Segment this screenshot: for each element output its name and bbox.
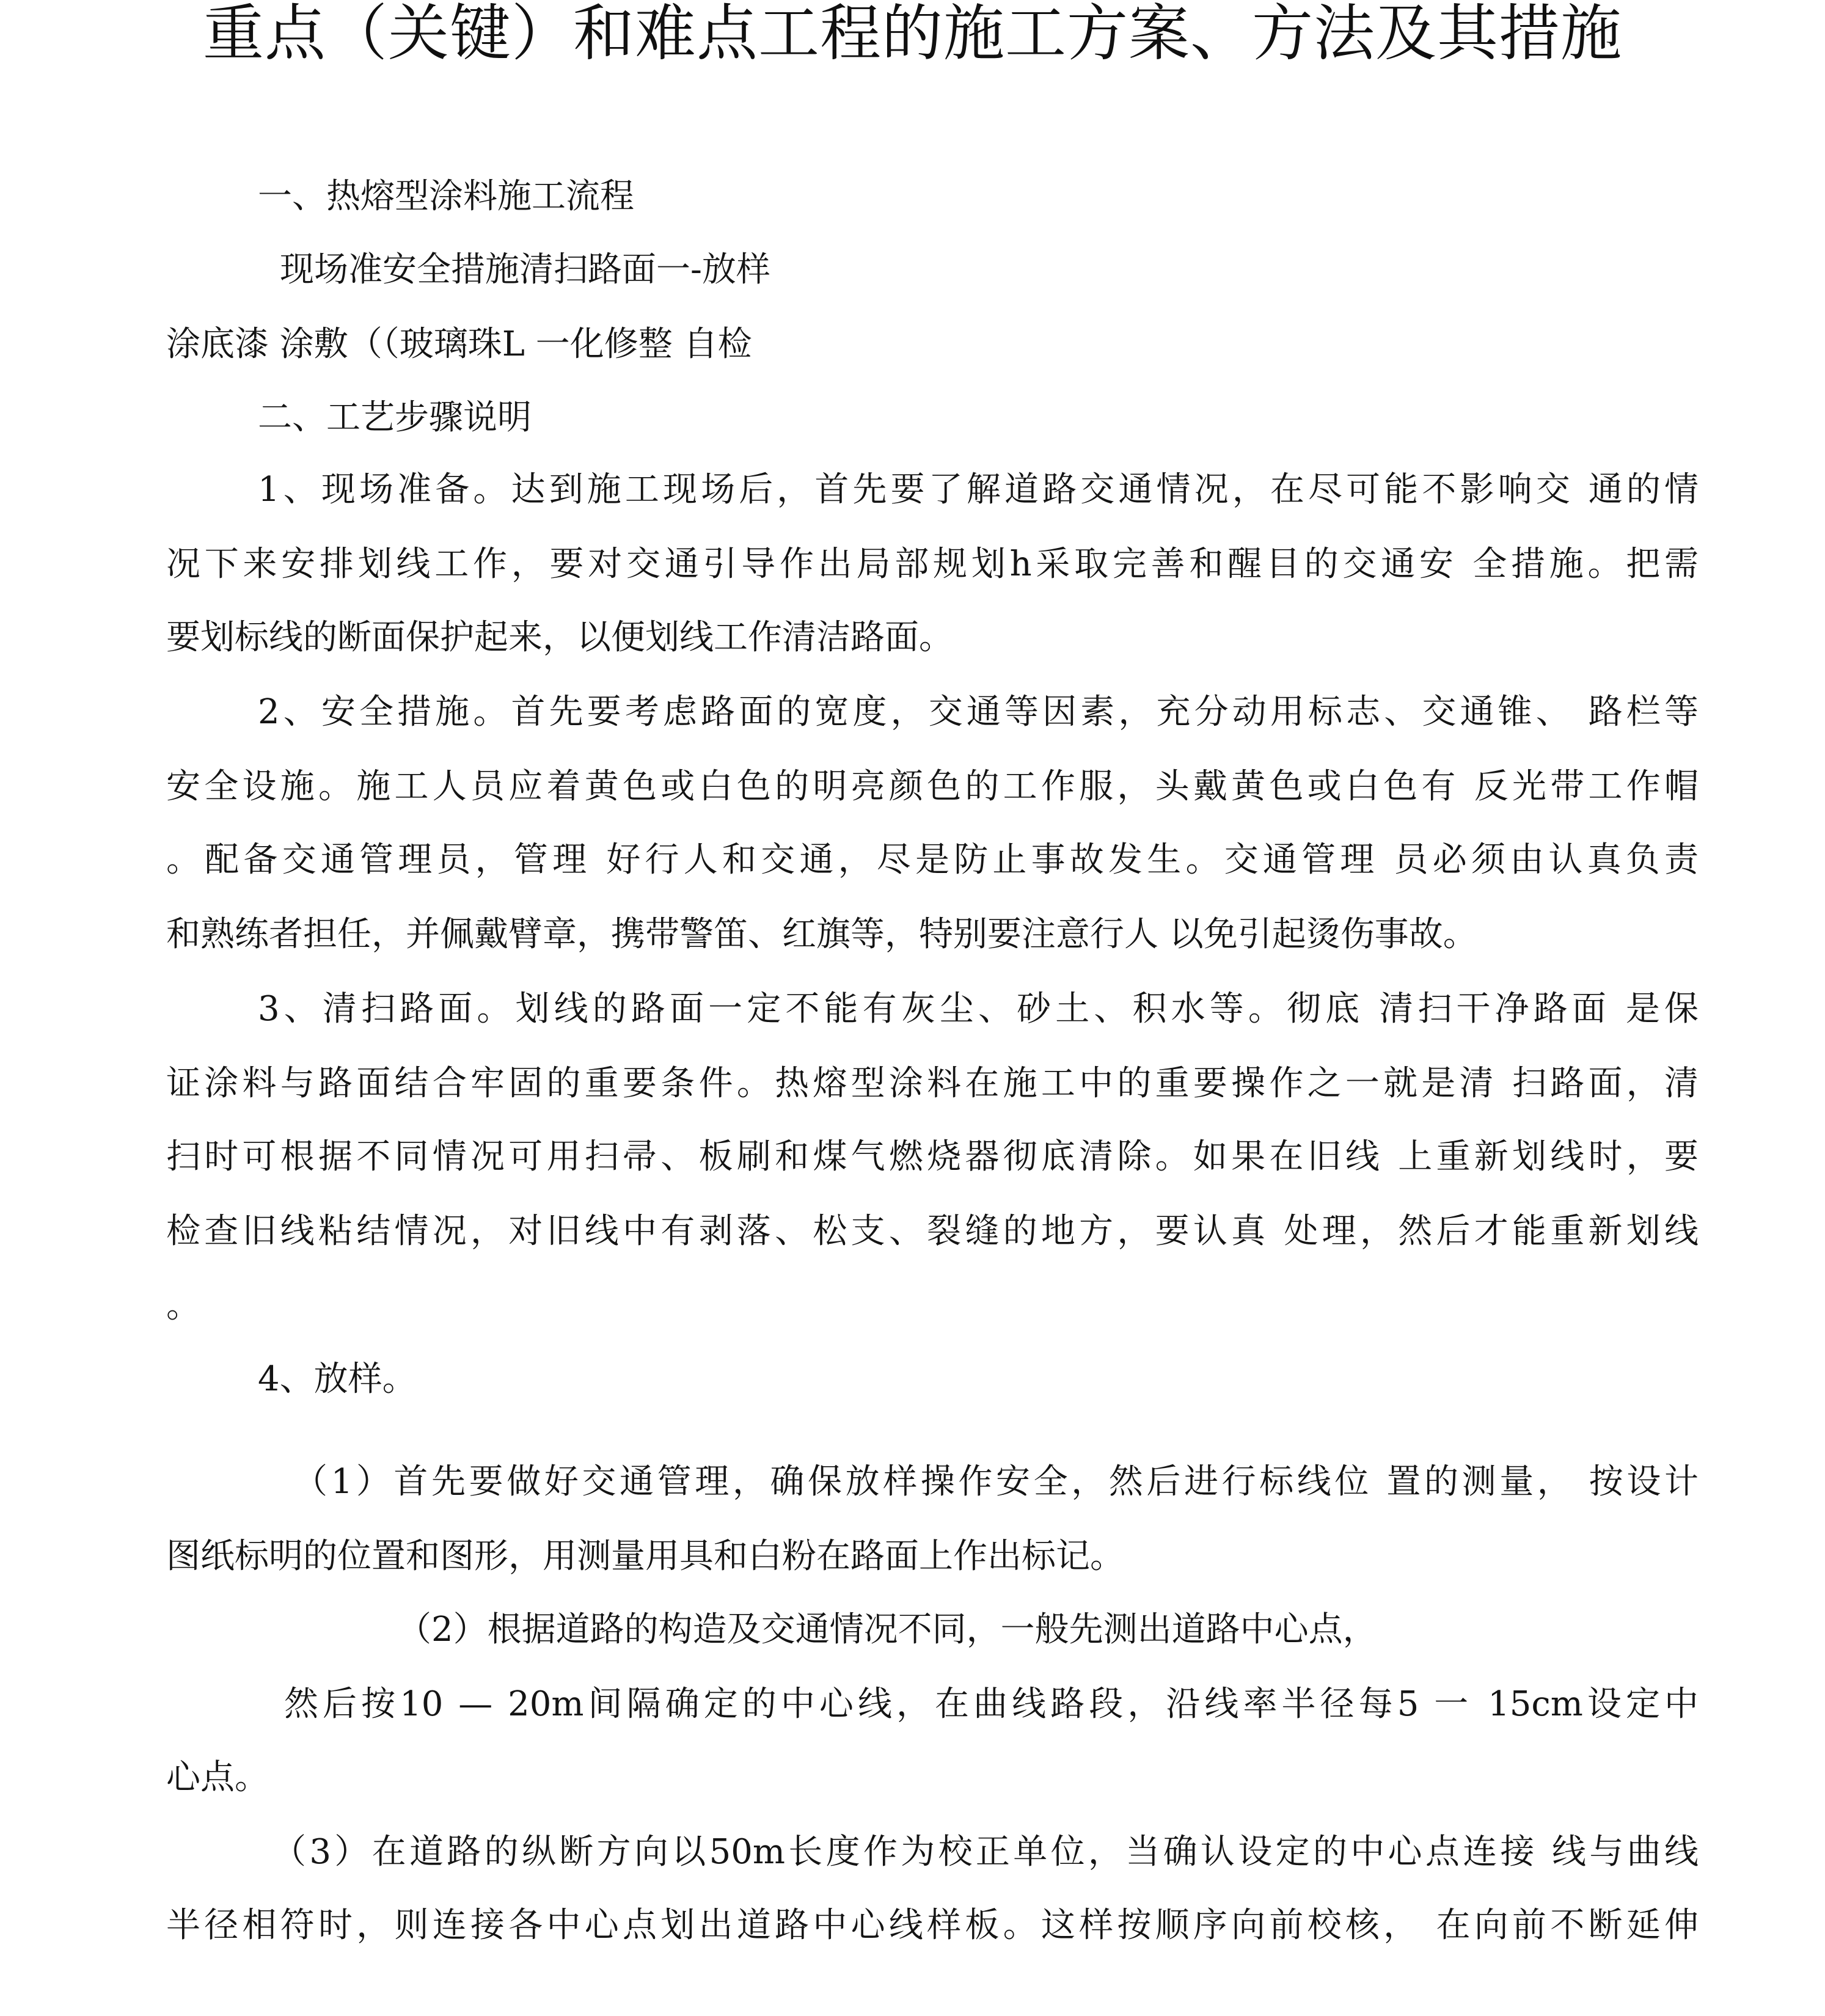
paragraph-line: （1）首先要做好交通管理，确保放样操作安全，然后进行标线位 置的测量， 按设计	[293, 1462, 1699, 1502]
paragraph-line: 扫时可根据不同情况可用扫帚、板刷和煤气燃烧器彻底清除。如果在旧线 上重新划线时，要	[166, 1137, 1699, 1177]
paragraph-line: 1、现场准备。达到施工现场后，首先要了解道路交通情况，在尽可能不影响交 通的情	[258, 470, 1699, 509]
flow-line-1: 现场准安全措施清扫路面一-放样	[280, 250, 770, 290]
document-title: 重点（关键）和难点工程的施工方案、方法及其措施	[203, 0, 1622, 69]
heading-2: 二、工艺步骤说明	[258, 398, 532, 437]
paragraph-line: 图纸标明的位置和图形，用测量用具和白粉在路面上作出标记。	[166, 1536, 1124, 1576]
flow-line-2: 涂底漆 涂敷（（玻璃珠L 一化修整 自检	[166, 324, 752, 364]
paragraph-line: 和熟练者担任，并佩戴臂章，携带警笛、红旗等，特别要注意行人 以免引起烫伤事故。	[166, 915, 1477, 954]
paragraph-line: 半径相符时，则连接各中心点划出道路中心线样板。这样按顺序向前校核， 在向前不断延伸	[166, 1905, 1699, 1945]
paragraph-line: 。	[166, 1286, 200, 1326]
heading-1: 一、热熔型涂料施工流程	[258, 177, 634, 216]
paragraph-line: （2）根据道路的构造及交通情况不同，一般先测出道路中心点，	[397, 1610, 1377, 1649]
paragraph-line: 3、清扫路面。划线的路面一定不能有灰尘、砂土、积水等。彻底 清扫干净路面 是保	[258, 989, 1699, 1029]
paragraph-line: 要划标线的断面保护起来，以便划线工作清洁路面。	[166, 618, 953, 657]
paragraph-line: 安全设施。施工人员应着黄色或白色的明亮颜色的工作服，头戴黄色或白色有 反光带工作帽	[166, 767, 1699, 806]
paragraph-line: 证涂料与路面结合牢固的重要条件。热熔型涂料在施工中的重要操作之一就是清 扫路面，清	[166, 1064, 1699, 1103]
heading-3: 4、放样。	[258, 1359, 417, 1399]
paragraph-line: 检查旧线粘结情况，对旧线中有剥落、松支、裂缝的地方，要认真 处理，然后才能重新划线	[166, 1211, 1699, 1251]
paragraph-line: 。配备交通管理员，管理 好行人和交通，尽是防止事故发生。交通管理 员必须由认真负责	[166, 840, 1699, 880]
paragraph-line: 心点。	[166, 1758, 269, 1797]
paragraph-line: 况下来安排划线工作，要对交通引导作出局部规划h采取完善和醒目的交通安 全措施。把需	[166, 544, 1699, 584]
paragraph-line: 2、安全措施。首先要考虑路面的宽度，交通等因素，充分动用标志、交通锥、 路栏等	[258, 692, 1699, 732]
paragraph-line: 然后按10 — 20m间隔确定的中心线，在曲线路段，沿线率半径每5 一 15cm设定中	[284, 1684, 1699, 1724]
paragraph-line: （3）在道路的纵断方向以50m长度作为校正单位，当确认设定的中心点连接 线与曲线	[272, 1832, 1699, 1872]
